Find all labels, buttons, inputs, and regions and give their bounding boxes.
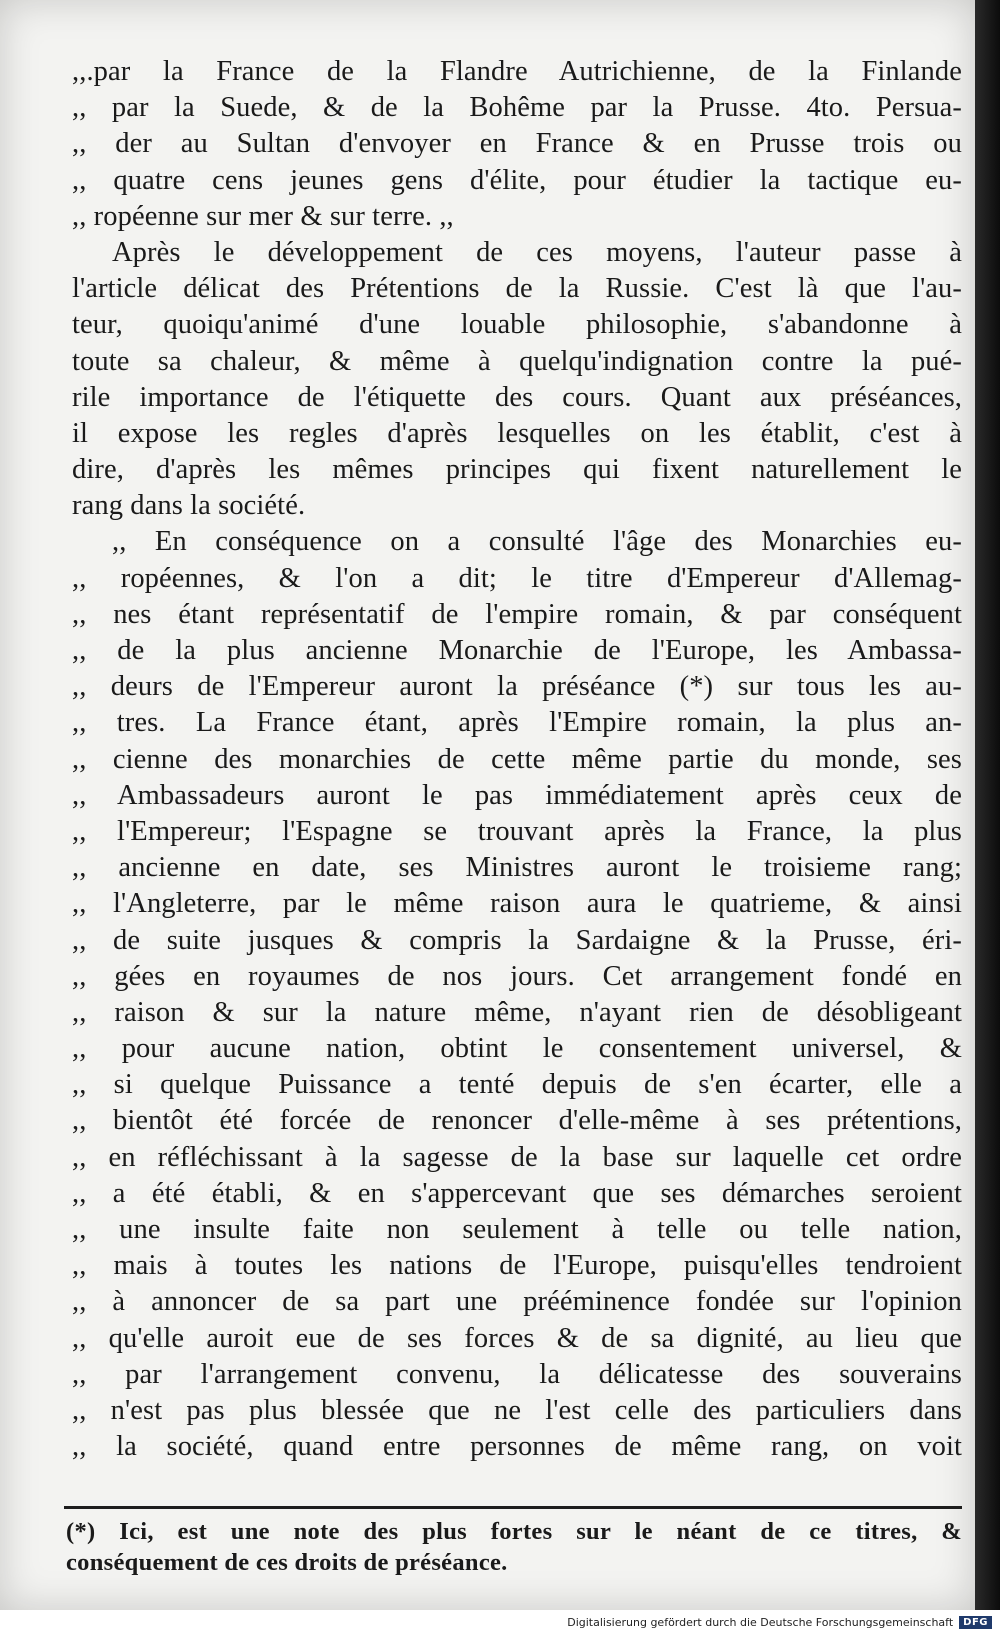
text-line: teur, quoiqu'animé d'une louable philosophie, s'abandonne à — [72, 309, 962, 341]
text-line: ,, ropéenne sur mer & sur terre. ,, — [72, 200, 454, 232]
text-line: ,, à annoncer de sa part une prééminence fondée sur l'opinion — [72, 1286, 962, 1318]
footnote-line: (*) Ici, est une note des plus fortes sur le néant de ce titres, & — [66, 1518, 962, 1545]
digitization-credit — [567, 1613, 992, 1631]
text-line: ,,.par la France de la Flandre Autrichienne, de la Finlande — [72, 56, 962, 87]
text-line: ,, une insulte faite non seulement à telle ou telle nation, — [72, 1214, 962, 1245]
text-line: ,, bientôt été forcée de renoncer d'elle-même à ses prétentions, — [72, 1105, 962, 1137]
text-line: ,, tres. La France étant, après l'Empire romain, la plus an- — [72, 707, 962, 739]
text-line: ,, si quelque Puissance a tenté depuis de s'en écarter, elle a — [72, 1069, 962, 1101]
text-line: l'article délicat des Prétentions de la Russie. C'est là que l'au- — [72, 273, 962, 305]
text-line: ,, quatre cens jeunes gens d'élite, pour étudier la tactique eu- — [72, 164, 962, 196]
text-line: ,, n'est pas plus blessée que ne l'est celle des particuliers dans — [72, 1394, 962, 1426]
text-line: il expose les regles d'après lesquelles on les établit, c'est à — [72, 417, 962, 449]
text-line: rile importance de l'étiquette des cours. Quant aux préséances, — [72, 381, 962, 413]
text-line: dire, d'après les mêmes principes qui fixent naturellement le — [72, 454, 962, 486]
text-line: ,, de la plus ancienne Monarchie de l'Europe, les Ambassa- — [72, 635, 962, 666]
text-line: ,, ancienne en date, ses Ministres auront le troisieme rang; — [72, 852, 962, 884]
text-line: ,, la société, quand entre personnes de même rang, on voit — [72, 1431, 962, 1463]
text-line: ,, raison & sur la nature même, n'ayant rien de désobligeant — [72, 996, 962, 1028]
text-line: ,, En conséquence on a consulté l'âge des Monarchies eu- — [112, 526, 962, 558]
text-line: ,, der au Sultan d'envoyer en France & en Prusse trois ou — [72, 128, 962, 160]
text-line: rang dans la société. — [72, 490, 306, 522]
text-line: ,, a été établi, & en s'appercevant que ses démarches seroient — [72, 1177, 962, 1209]
text-line: ,, l'Empereur; l'Espagne se trouvant après la France, la plus — [72, 815, 962, 847]
text-line: ,, Ambassadeurs auront le pas immédiatement après ceux de — [72, 779, 962, 811]
text-line: ,, par la Suede, & de la Bohême par la Prusse. 4to. Persua- — [72, 92, 962, 124]
footnote-divider — [64, 1506, 962, 1509]
text-line: ,, gées en royaumes de nos jours. Cet arrangement fondé en — [72, 960, 962, 992]
text-line: ,, par l'arrangement convenu, la délicatesse des souverains — [72, 1358, 962, 1390]
text-line: ,, en réfléchissant à la sagesse de la base sur laquelle cet ordre — [72, 1141, 962, 1173]
text-line: ,, cienne des monarchies de cette même partie du monde, ses — [72, 743, 962, 775]
text-line: ,, mais à toutes les nations de l'Europe, puisqu'elles tendroient — [72, 1250, 962, 1282]
text-line: ,, nes étant représentatif de l'empire romain, & par conséquent — [72, 598, 962, 630]
text-line: ,, deurs de l'Empereur auront la préséance (*) sur tous les au- — [72, 671, 962, 703]
text-line: ,, l'Angleterre, par le même raison aura le quatrieme, & ainsi — [72, 888, 962, 920]
text-line: ,, qu'elle auroit eue de ses forces & de sa dignité, au lieu que — [72, 1322, 962, 1354]
text-line: ,, de suite jusques & compris la Sardaigne & la Prusse, éri- — [72, 924, 962, 956]
text-line: ,, pour aucune nation, obtint le consentement universel, & — [72, 1033, 962, 1065]
credit-text: Digitalisierung gefördert durch die Deutsche Forschungsgemeinschaft — [567, 1615, 954, 1629]
dfg-logo: DFG — [959, 1616, 992, 1629]
footnote-line: conséquement de ces droits de préséance. — [66, 1549, 508, 1576]
body-text — [72, 54, 962, 1465]
text-line: toute sa chaleur, & même à quelqu'indignation contre la pué- — [72, 345, 962, 377]
page-edge-shadow — [975, 0, 1000, 1610]
text-line: ,, ropéennes, & l'on a dit; le titre d'Empereur d'Allemag- — [72, 562, 962, 594]
footnote — [66, 1516, 962, 1578]
text-line: Après le développement de ces moyens, l'auteur passe à — [112, 236, 962, 268]
